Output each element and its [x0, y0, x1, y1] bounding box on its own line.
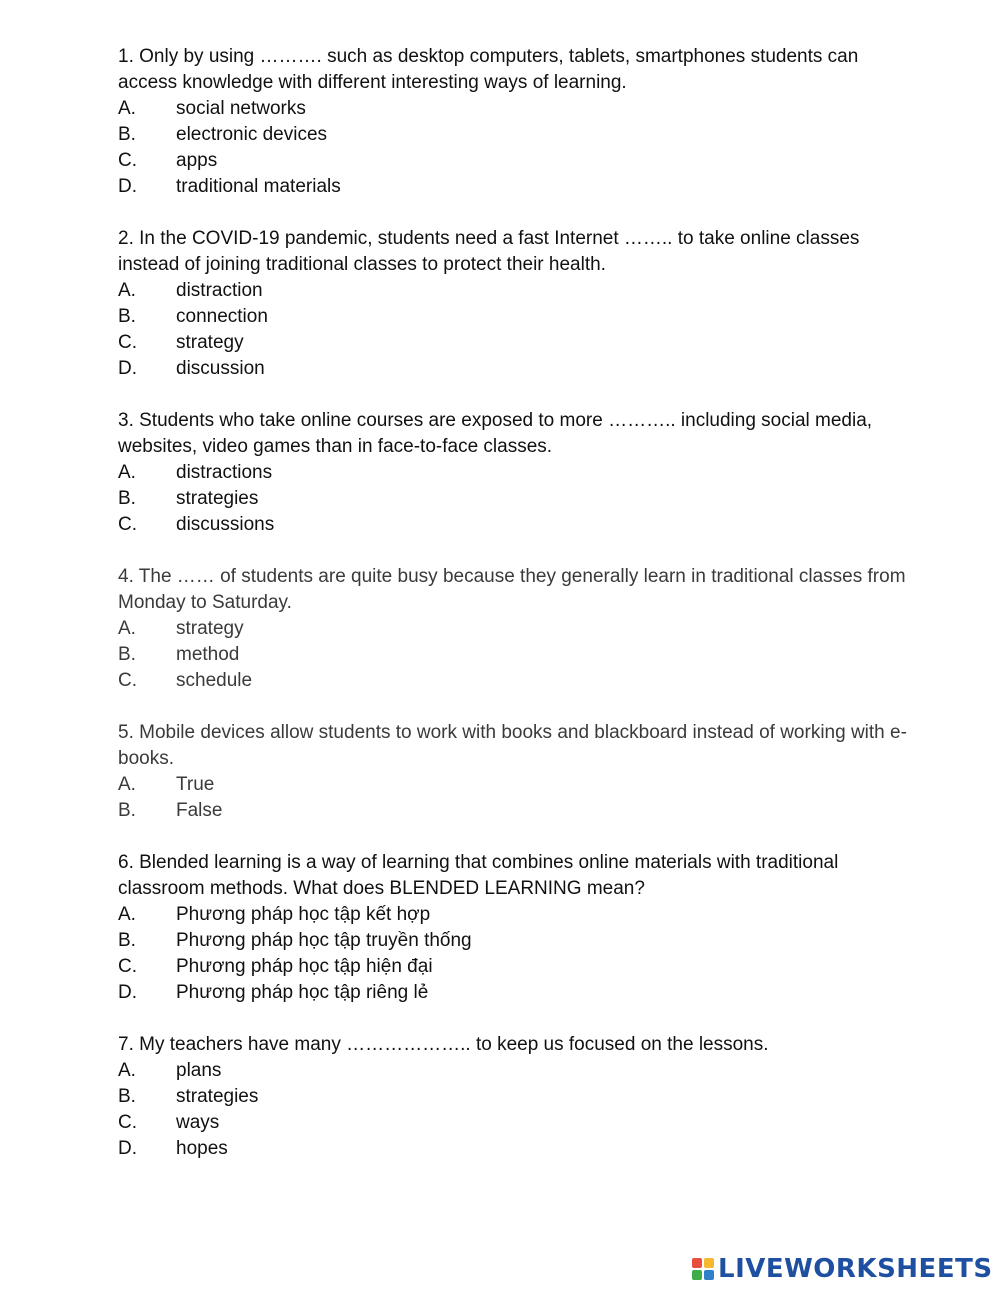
option-letter: D. [118, 1138, 137, 1159]
option-letter: A. [118, 280, 136, 301]
question-text: 3. Students who take online courses are exposed to more ……….. including social media, websites, video games than in face-to-face classes. [118, 410, 873, 457]
option-letter: B. [118, 800, 136, 821]
option-text: social networks [176, 98, 306, 119]
option-letter: C. [118, 514, 137, 535]
option-text: distraction [176, 280, 263, 301]
option-b[interactable] [118, 1084, 908, 1110]
option-text: apps [176, 150, 218, 171]
question-4 [118, 564, 908, 694]
option-letter: A. [118, 904, 136, 925]
option-letter: C. [118, 670, 137, 691]
option-letter: C. [118, 1112, 137, 1133]
worksheet [118, 44, 908, 1188]
option-b[interactable] [118, 304, 908, 330]
option-letter: B. [118, 1086, 136, 1107]
liveworksheets-logo [692, 1254, 993, 1284]
option-text: electronic devices [176, 124, 328, 145]
option-letter: A. [118, 1060, 136, 1081]
options-list [118, 1058, 908, 1162]
options-list [118, 902, 908, 1006]
option-text: distractions [176, 462, 273, 483]
option-letter: B. [118, 644, 136, 665]
option-text: False [176, 800, 223, 821]
option-a[interactable] [118, 1058, 908, 1084]
option-letter: D. [118, 176, 137, 197]
question-7 [118, 1032, 908, 1162]
option-text: discussion [176, 358, 265, 379]
question-text: 5. Mobile devices allow students to work with books and blackboard instead of working with e-books. [118, 722, 907, 769]
option-text: traditional materials [176, 176, 341, 197]
option-text: True [176, 774, 215, 795]
option-letter: D. [118, 358, 137, 379]
option-letter: C. [118, 332, 137, 353]
logo-square-yellow [704, 1258, 714, 1268]
option-text: Phương pháp học tập truyền thống [176, 930, 472, 951]
option-letter: C. [118, 150, 137, 171]
option-a[interactable] [118, 96, 908, 122]
option-letter: A. [118, 774, 136, 795]
question-text: 4. The …… of students are quite busy because they generally learn in traditional classes from Monday to Saturday. [118, 566, 906, 613]
option-letter: B. [118, 306, 136, 327]
option-d[interactable] [118, 980, 908, 1006]
option-letter: D. [118, 982, 137, 1003]
option-text: strategy [176, 618, 244, 639]
option-text: ways [176, 1112, 220, 1133]
option-letter: C. [118, 956, 137, 977]
options-list [118, 96, 908, 200]
logo-text: LIVEWORKSHEETS [718, 1254, 993, 1284]
option-b[interactable] [118, 486, 908, 512]
option-b[interactable] [118, 798, 908, 824]
option-letter: B. [118, 930, 136, 951]
question-3 [118, 408, 908, 538]
options-list [118, 616, 908, 694]
option-c[interactable] [118, 330, 908, 356]
option-letter: A. [118, 462, 136, 483]
option-a[interactable] [118, 278, 908, 304]
option-letter: B. [118, 124, 136, 145]
question-text: 2. In the COVID-19 pandemic, students need a fast Internet …….. to take online classes instead of joining traditional classes to protect their health. [118, 228, 860, 275]
option-letter: A. [118, 98, 136, 119]
option-text: strategies [176, 488, 259, 509]
option-c[interactable] [118, 148, 908, 174]
logo-square-red [692, 1258, 702, 1268]
question-2 [118, 226, 908, 382]
option-b[interactable] [118, 928, 908, 954]
question-text: 1. Only by using ………. such as desktop computers, tablets, smartphones students can access knowledge with different interesting ways of learning. [118, 46, 859, 93]
logo-square-green [692, 1270, 702, 1280]
option-c[interactable] [118, 512, 908, 538]
question-1 [118, 44, 908, 200]
question-text: 7. My teachers have many ……………….. to keep us focused on the lessons. [118, 1034, 769, 1055]
option-text: plans [176, 1060, 222, 1081]
option-text: schedule [176, 670, 253, 691]
option-text: strategy [176, 332, 244, 353]
option-letter: A. [118, 618, 136, 639]
options-list [118, 460, 908, 538]
option-a[interactable] [118, 460, 908, 486]
option-a[interactable] [118, 616, 908, 642]
options-list [118, 772, 908, 824]
option-text: hopes [176, 1138, 228, 1159]
option-text: discussions [176, 514, 275, 535]
option-text: Phương pháp học tập hiện đại [176, 956, 433, 977]
option-text: Phương pháp học tập riêng lẻ [176, 982, 429, 1003]
option-text: Phương pháp học tập kết hợp [176, 904, 431, 925]
question-5 [118, 720, 908, 824]
option-d[interactable] [118, 356, 908, 382]
option-text: connection [176, 306, 268, 327]
option-text: method [176, 644, 240, 665]
option-d[interactable] [118, 174, 908, 200]
question-6 [118, 850, 908, 1006]
option-d[interactable] [118, 1136, 908, 1162]
option-c[interactable] [118, 668, 908, 694]
question-text: 6. Blended learning is a way of learning that combines online materials with traditional classroom methods. What does BLENDED LEARNING mean? [118, 852, 839, 899]
option-c[interactable] [118, 1110, 908, 1136]
option-text: strategies [176, 1086, 259, 1107]
options-list [118, 278, 908, 382]
logo-square-blue [704, 1270, 714, 1280]
option-letter: B. [118, 488, 136, 509]
logo-squares-icon [692, 1258, 714, 1280]
option-b[interactable] [118, 122, 908, 148]
option-b[interactable] [118, 642, 908, 668]
option-a[interactable] [118, 902, 908, 928]
option-a[interactable] [118, 772, 908, 798]
option-c[interactable] [118, 954, 908, 980]
